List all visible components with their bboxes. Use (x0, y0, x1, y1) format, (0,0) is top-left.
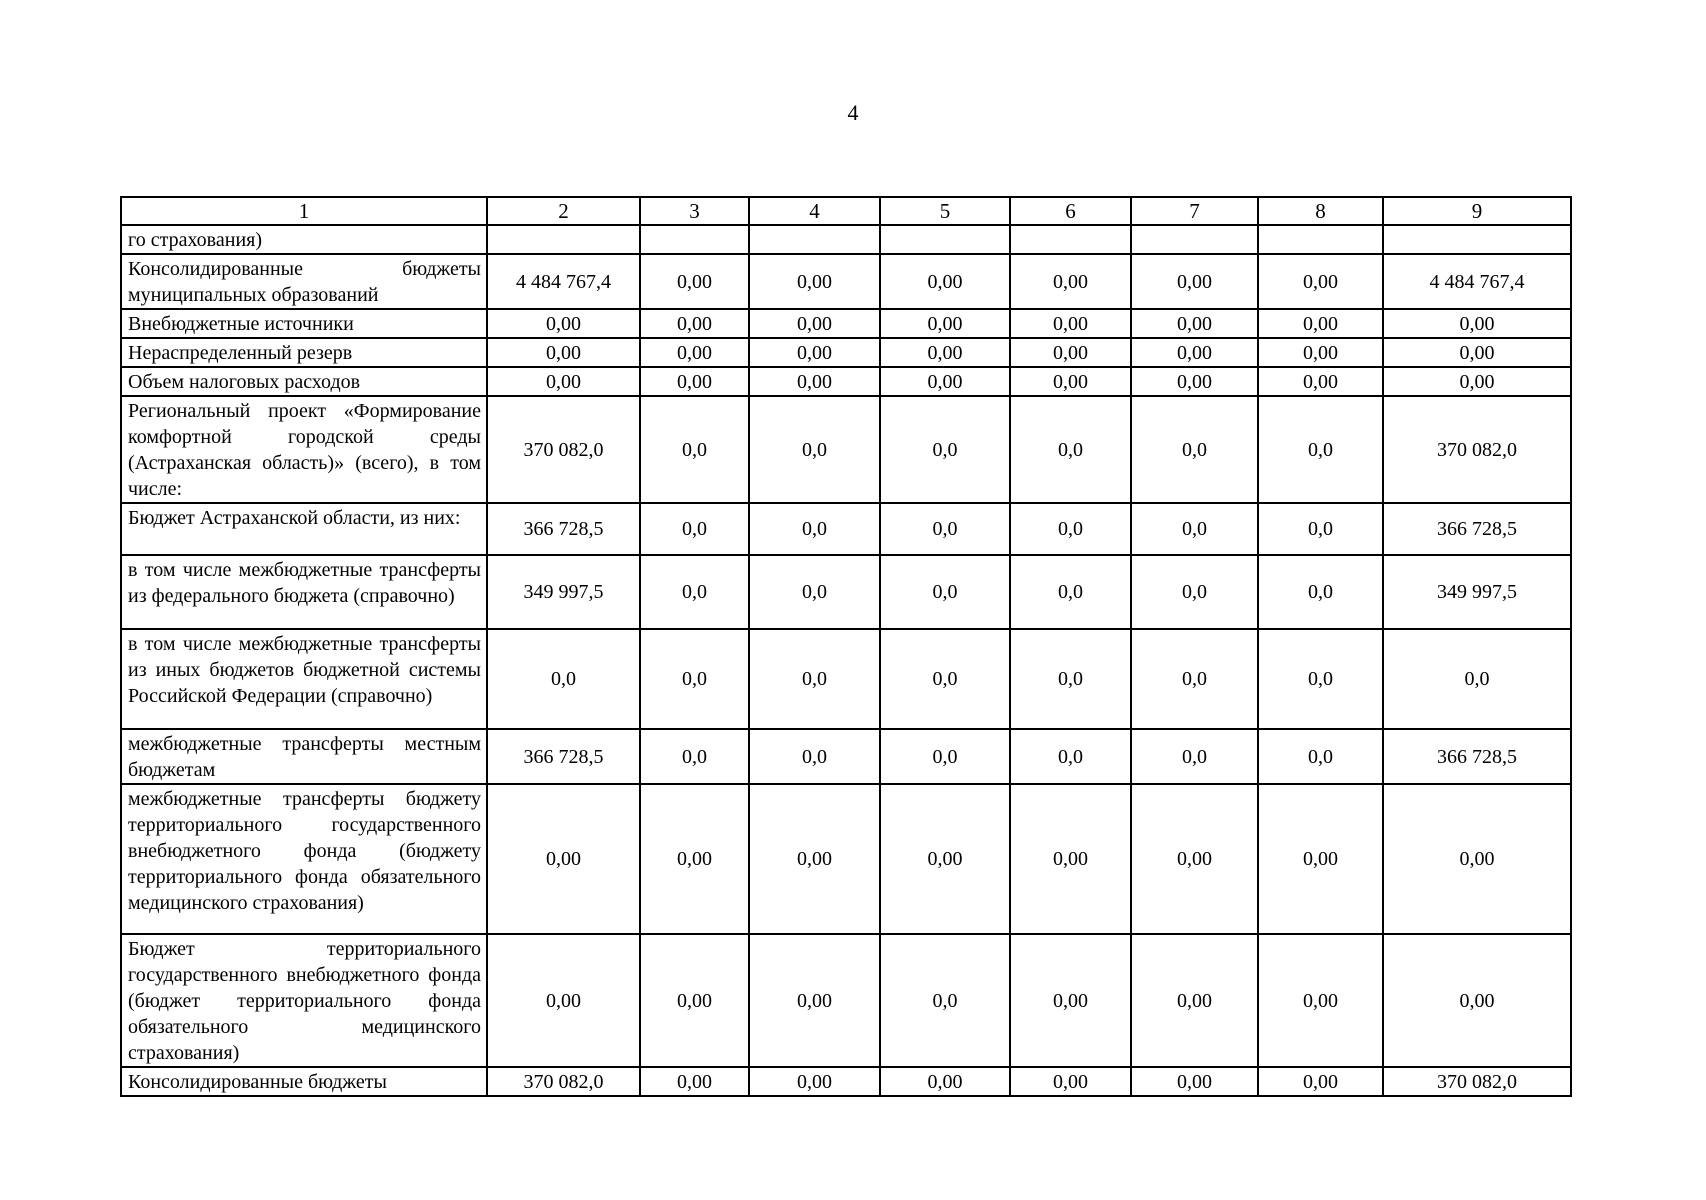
row-label: в том числе межбюджетные трансферты из иных бюджетов бюджетной системы Российской Федерации (справочно) (121, 629, 487, 729)
value-cell-col-9: 0,00 (1383, 367, 1571, 396)
value-cell-col-3: 0,0 (640, 729, 749, 784)
value-cell-col-9: 349 997,5 (1383, 555, 1571, 629)
value-cell-col-2: 349 997,5 (487, 555, 640, 629)
column-number-9: 9 (1383, 197, 1571, 225)
value-cell-col-7: 0,0 (1131, 396, 1258, 503)
value-cell-col-2: 0,00 (487, 934, 640, 1067)
row-label: межбюджетные трансферты местным бюджетам (121, 729, 487, 784)
value-cell-col-9: 0,00 (1383, 309, 1571, 338)
column-number-6: 6 (1010, 197, 1131, 225)
table-row (121, 629, 1571, 729)
value-cell-col-5: 0,0 (880, 934, 1010, 1067)
value-cell-col-9: 370 082,0 (1383, 396, 1571, 503)
value-cell-col-3: 0,00 (640, 338, 749, 367)
value-cell-col-6: 0,00 (1010, 338, 1131, 367)
value-cell-col-8: 0,00 (1258, 367, 1383, 396)
value-cell-col-4: 0,00 (749, 254, 880, 309)
value-cell-col-9: 0,0 (1383, 629, 1571, 729)
value-cell-col-3: 0,00 (640, 309, 749, 338)
column-number-5: 5 (880, 197, 1010, 225)
column-number-1: 1 (121, 197, 487, 225)
value-cell-col-5: 0,00 (880, 309, 1010, 338)
value-cell-col-2: 366 728,5 (487, 503, 640, 555)
row-label: Бюджет Астраханской области, из них: (121, 503, 487, 555)
value-cell-col-8: 0,0 (1258, 729, 1383, 784)
value-cell-col-8 (1258, 225, 1383, 254)
value-cell-col-2: 370 082,0 (487, 396, 640, 503)
value-cell-col-7: 0,00 (1131, 934, 1258, 1067)
value-cell-col-2: 0,00 (487, 338, 640, 367)
value-cell-col-4: 0,0 (749, 629, 880, 729)
value-cell-col-8: 0,0 (1258, 503, 1383, 555)
value-cell-col-2: 370 082,0 (487, 1067, 640, 1096)
value-cell-col-6: 0,0 (1010, 729, 1131, 784)
table-row (121, 729, 1571, 784)
value-cell-col-7: 0,00 (1131, 367, 1258, 396)
value-cell-col-5: 0,0 (880, 396, 1010, 503)
value-cell-col-6: 0,0 (1010, 555, 1131, 629)
page-number: 4 (847, 100, 859, 125)
row-label: в том числе межбюджетные трансферты из федерального бюджета (справочно) (121, 555, 487, 629)
row-label: го страхования) (121, 225, 487, 254)
value-cell-col-9: 0,00 (1383, 338, 1571, 367)
row-label: Внебюджетные источники (121, 309, 487, 338)
row-label: Консолидированные бюджеты (121, 1067, 487, 1096)
value-cell-col-6: 0,0 (1010, 396, 1131, 503)
value-cell-col-3: 0,00 (640, 1067, 749, 1096)
value-cell-col-3: 0,0 (640, 396, 749, 503)
value-cell-col-5: 0,00 (880, 784, 1010, 934)
table-row (121, 338, 1571, 367)
value-cell-col-8: 0,0 (1258, 396, 1383, 503)
value-cell-col-5 (880, 225, 1010, 254)
value-cell-col-9 (1383, 225, 1571, 254)
value-cell-col-8: 0,00 (1258, 1067, 1383, 1096)
value-cell-col-2: 0,00 (487, 309, 640, 338)
value-cell-col-6: 0,00 (1010, 309, 1131, 338)
value-cell-col-2: 4 484 767,4 (487, 254, 640, 309)
row-label: Консолидированные бюджеты муниципальных образований (121, 254, 487, 309)
row-label: Региональный проект «Формирование комфортной городской среды (Астраханская область)» (всего), в том числе: (121, 396, 487, 503)
row-label: межбюджетные трансферты бюджету территориального государственного внебюджетного фонда (бюджету территориального фонда обязательного медицинского страхования) (121, 784, 487, 934)
value-cell-col-7: 0,00 (1131, 309, 1258, 338)
value-cell-col-6: 0,0 (1010, 503, 1131, 555)
table-row (121, 396, 1571, 503)
value-cell-col-3: 0,00 (640, 254, 749, 309)
table-row (121, 309, 1571, 338)
column-number-4: 4 (749, 197, 880, 225)
table-row (121, 254, 1571, 309)
value-cell-col-3: 0,0 (640, 555, 749, 629)
value-cell-col-4: 0,00 (749, 367, 880, 396)
value-cell-col-8: 0,00 (1258, 309, 1383, 338)
table-row (121, 784, 1571, 934)
value-cell-col-5: 0,0 (880, 503, 1010, 555)
value-cell-col-9: 4 484 767,4 (1383, 254, 1571, 309)
value-cell-col-4: 0,00 (749, 338, 880, 367)
value-cell-col-2: 0,00 (487, 784, 640, 934)
table-row (121, 1067, 1571, 1096)
value-cell-col-4: 0,0 (749, 555, 880, 629)
value-cell-col-4 (749, 225, 880, 254)
value-cell-col-8: 0,0 (1258, 629, 1383, 729)
value-cell-col-9: 0,00 (1383, 784, 1571, 934)
value-cell-col-6: 0,0 (1010, 629, 1131, 729)
value-cell-col-5: 0,0 (880, 555, 1010, 629)
value-cell-col-2 (487, 225, 640, 254)
value-cell-col-7: 0,0 (1131, 503, 1258, 555)
value-cell-col-2: 0,00 (487, 367, 640, 396)
table-row (121, 555, 1571, 629)
value-cell-col-3: 0,00 (640, 934, 749, 1067)
value-cell-col-6 (1010, 225, 1131, 254)
value-cell-col-7: 0,00 (1131, 338, 1258, 367)
table-row (121, 934, 1571, 1067)
value-cell-col-3: 0,0 (640, 629, 749, 729)
value-cell-col-6: 0,00 (1010, 254, 1131, 309)
value-cell-col-3: 0,00 (640, 784, 749, 934)
value-cell-col-8: 0,00 (1258, 254, 1383, 309)
value-cell-col-9: 370 082,0 (1383, 1067, 1571, 1096)
value-cell-col-2: 366 728,5 (487, 729, 640, 784)
value-cell-col-8: 0,00 (1258, 784, 1383, 934)
value-cell-col-4: 0,0 (749, 729, 880, 784)
value-cell-col-4: 0,00 (749, 934, 880, 1067)
value-cell-col-3: 0,00 (640, 367, 749, 396)
column-number-7: 7 (1131, 197, 1258, 225)
value-cell-col-7 (1131, 225, 1258, 254)
column-number-8: 8 (1258, 197, 1383, 225)
value-cell-col-6: 0,00 (1010, 934, 1131, 1067)
value-cell-col-6: 0,00 (1010, 1067, 1131, 1096)
value-cell-col-4: 0,00 (749, 309, 880, 338)
value-cell-col-7: 0,0 (1131, 729, 1258, 784)
value-cell-col-8: 0,0 (1258, 555, 1383, 629)
value-cell-col-5: 0,00 (880, 254, 1010, 309)
value-cell-col-7: 0,00 (1131, 784, 1258, 934)
value-cell-col-3: 0,0 (640, 503, 749, 555)
value-cell-col-5: 0,0 (880, 729, 1010, 784)
value-cell-col-4: 0,00 (749, 1067, 880, 1096)
value-cell-col-6: 0,00 (1010, 784, 1131, 934)
row-label: Бюджет территориального государственного внебюджетного фонда (бюджет территориального фонда обязательного медицинского страхования) (121, 934, 487, 1067)
value-cell-col-8: 0,00 (1258, 934, 1383, 1067)
column-number-2: 2 (487, 197, 640, 225)
value-cell-col-7: 0,00 (1131, 1067, 1258, 1096)
value-cell-col-7: 0,00 (1131, 254, 1258, 309)
value-cell-col-9: 366 728,5 (1383, 503, 1571, 555)
value-cell-col-9: 366 728,5 (1383, 729, 1571, 784)
value-cell-col-2: 0,0 (487, 629, 640, 729)
value-cell-col-3 (640, 225, 749, 254)
value-cell-col-5: 0,00 (880, 338, 1010, 367)
value-cell-col-4: 0,00 (749, 784, 880, 934)
value-cell-col-4: 0,0 (749, 396, 880, 503)
row-label: Объем налоговых расходов (121, 367, 487, 396)
value-cell-col-8: 0,00 (1258, 338, 1383, 367)
value-cell-col-7: 0,0 (1131, 629, 1258, 729)
table-row (121, 225, 1571, 254)
table-header-row (121, 197, 1571, 225)
column-number-3: 3 (640, 197, 749, 225)
row-label: Нераспределенный резерв (121, 338, 487, 367)
value-cell-col-6: 0,00 (1010, 367, 1131, 396)
value-cell-col-5: 0,0 (880, 629, 1010, 729)
value-cell-col-5: 0,00 (880, 1067, 1010, 1096)
table-row (121, 503, 1571, 555)
table-row (121, 367, 1571, 396)
budget-table (120, 196, 1572, 1097)
value-cell-col-5: 0,00 (880, 367, 1010, 396)
value-cell-col-9: 0,00 (1383, 934, 1571, 1067)
value-cell-col-4: 0,0 (749, 503, 880, 555)
value-cell-col-7: 0,0 (1131, 555, 1258, 629)
